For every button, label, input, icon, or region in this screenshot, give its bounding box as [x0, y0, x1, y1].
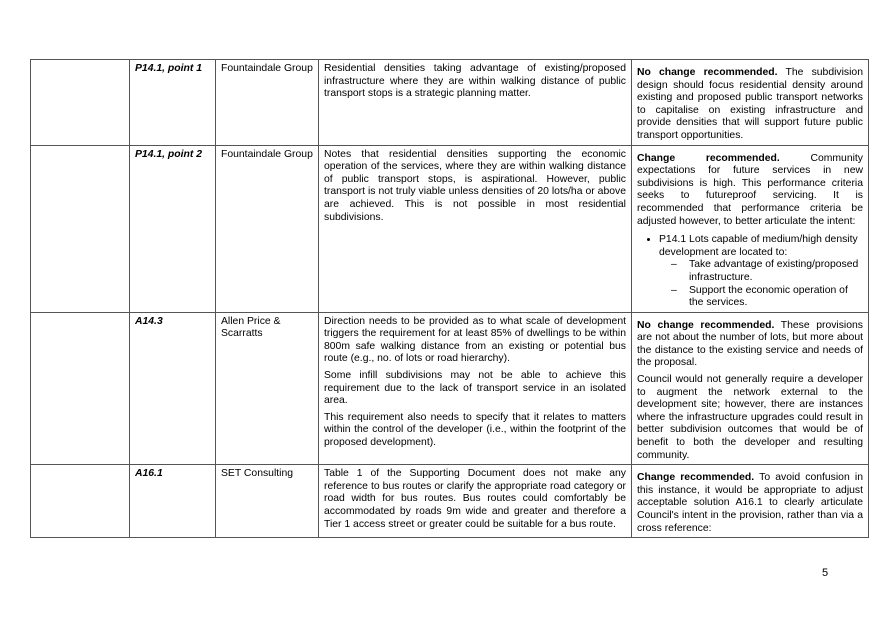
table-row	[31, 60, 869, 146]
submitter-cell: Fountaindale Group	[216, 60, 319, 146]
comment-cell	[319, 465, 632, 538]
blank-cell	[31, 60, 130, 146]
response-cell	[632, 60, 869, 146]
response-paragraph	[637, 153, 863, 229]
response-cell	[632, 465, 869, 538]
ref-cell: P14.1, point 1	[130, 60, 216, 146]
comment-paragraph: Notes that residential densities supporting the economic operation of the services, where they are within walking distance of public transport stops, is aspirational. However, public transport is not truly viable unless densities of 20 lots/ha or above are achieved. This is not possible in most residential subdivisions.	[324, 148, 626, 223]
submitter-text: Allen Price & Scarratts	[221, 315, 281, 340]
response-paragraph	[637, 67, 863, 143]
submitter-cell: Fountaindale Group	[216, 145, 319, 312]
comment-paragraph: Some infill subdivisions may not be able to achieve this requirement due to the lack of transport service in an isolated area.	[324, 370, 626, 407]
response-paragraph	[637, 320, 863, 370]
comment-paragraph: This requirement also needs to specify that it relates to matters within the control of the developer (i.e., within the footprint of the proposed development).	[324, 411, 626, 449]
comment-paragraph: Direction needs to be provided as to what scale of development triggers the requirement for at least 85% of dwellings to be within 800m safe walking distance from an existing or potential bus route (e.g., no. of lots or road hierarchy).	[324, 315, 626, 365]
response-text: Community expectations for future services in new subdivisions is high. This performance criteria seeks to futureproof servicing. It is recommended that performance criteria be adjusted however, to better articulate the intent:	[637, 152, 863, 227]
submitter-cell: SET Consulting	[216, 465, 319, 538]
response-text: These provisions are not about the number of lots, but more about the distance to the existing service and needs of the proposal.	[637, 319, 863, 369]
ref-cell: A14.3	[130, 312, 216, 465]
response-paragraph: Council would not generally require a developer to augment the network external to the development site; however, there are instances where the infrastructure upgrades could result in better subdivision outcomes that would be of benefit to both the developer and resulting community.	[637, 374, 863, 461]
response-lead: Change recommended.	[637, 152, 780, 164]
comment-paragraph: Table 1 of the Supporting Document does not make any reference to bus routes or clarify the appropriate road category or road width for bus routes. Bus routes could comfortably be accommodated by roads 9m wide and greater and therefore a Tier 1 access street or greater could be suitable for a bus route.	[324, 468, 626, 530]
comment-cell	[319, 145, 632, 312]
list-item: – Take advantage of existing/proposed infrastructure.	[689, 259, 863, 284]
response-lead: No change recommended.	[637, 67, 778, 78]
table-row	[31, 312, 869, 465]
response-cell	[632, 145, 869, 312]
page-number: 5	[822, 567, 829, 579]
comment-cell	[319, 312, 632, 465]
blank-cell	[31, 312, 130, 465]
response-cell	[632, 312, 869, 465]
response-paragraph	[637, 472, 863, 535]
comment-paragraph: Residential densities taking advantage of existing/proposed infrastructure where they are within walking distance of public transport stops is a strategic planning matter.	[324, 63, 626, 100]
response-lead: No change recommended.	[637, 319, 775, 331]
response-lead: Change recommended.	[637, 472, 755, 484]
response-text: The subdivision design should focus residential density around existing and proposed public transport networks to capitalise on existing infrastructure and provide densities that will support future public transport opportunities.	[637, 67, 863, 141]
submitter-cell	[216, 312, 319, 465]
ref-cell: A16.1	[130, 465, 216, 538]
table-row	[31, 145, 869, 312]
comment-cell	[319, 60, 632, 146]
list-item	[659, 234, 863, 310]
table-row	[31, 465, 869, 538]
bullet-list	[637, 234, 863, 310]
bullet-text: P14.1 Lots capable of medium/high density development are located to:	[659, 234, 858, 258]
blank-cell	[31, 465, 130, 538]
response-text: To avoid confusion in this instance, it would be appropriate to adjust acceptable solution A16.1 to clearly articulate Council's intent in the provision, rather than via a cross reference:	[637, 472, 863, 534]
list-item: – Support the economic operation of the services.	[689, 285, 863, 310]
submissions-table	[30, 59, 869, 538]
ref-cell: P14.1, point 2	[130, 145, 216, 312]
dash-list	[659, 259, 863, 309]
blank-cell	[31, 145, 130, 312]
